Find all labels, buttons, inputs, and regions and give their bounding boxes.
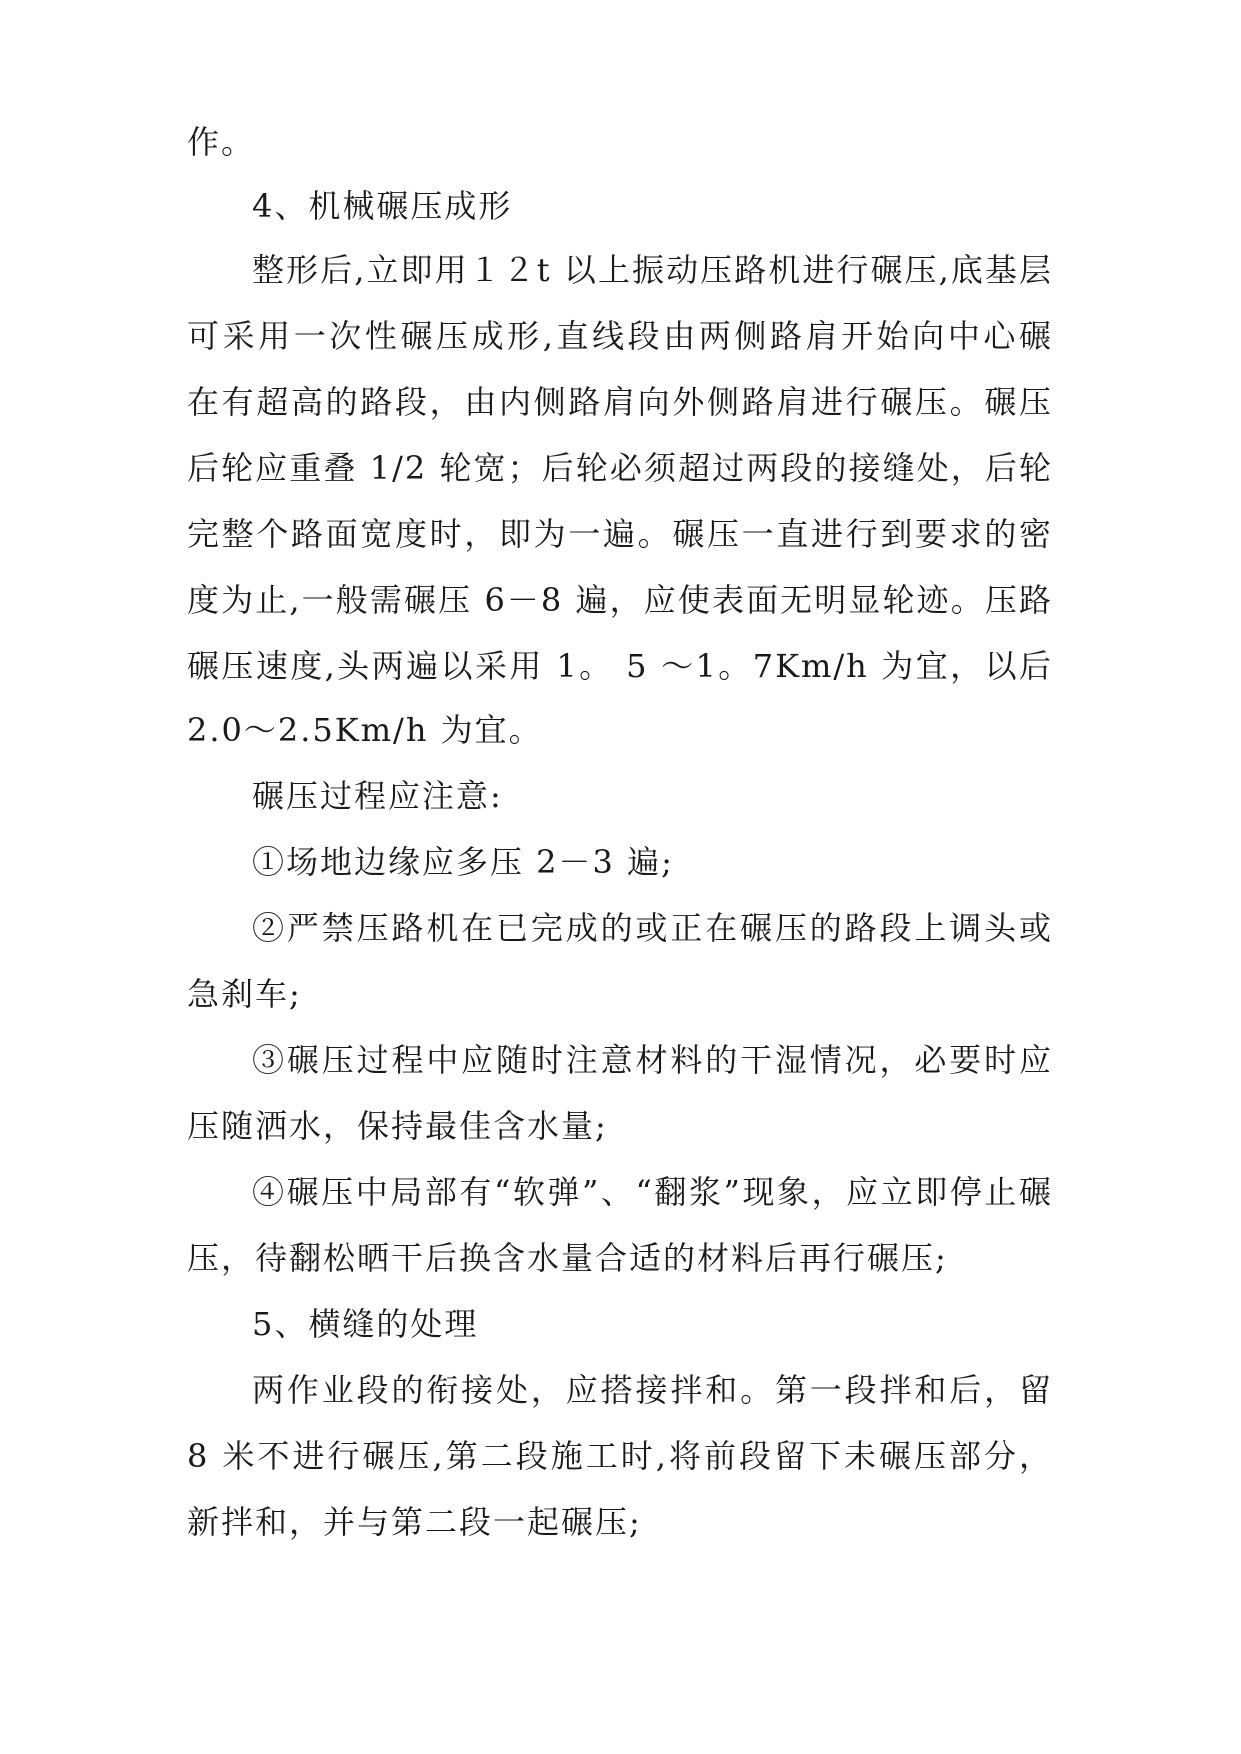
text-line-3: 整形后,立即用１２t 以上振动压路机进行碾压,底基层 <box>252 251 1053 289</box>
section-heading-5: 5、横缝的处理 <box>252 1305 479 1343</box>
text-line-8: 度为止,一般需碾压 6－8 遍，应使表面无明显轮迹。压路 <box>187 581 1053 619</box>
text-line-4: 可采用一次性碾压成形,直线段由两侧路肩开始向中心碾 <box>187 317 1053 355</box>
text-line-5: 在有超高的路段，由内侧路肩向外侧路肩进行碾压。碾压 <box>187 383 1053 421</box>
list-item-3: ③碾压过程中应随时注意材料的干湿情况，必要时应 <box>252 1041 1053 1079</box>
list-item-4: ④碾压中局部有“软弹”、“翻浆”现象，应立即停止碾 <box>252 1173 1053 1211</box>
text-line-20: 两作业段的衔接处，应搭接拌和。第一段拌和后，留 <box>252 1371 1053 1409</box>
text-line-6: 后轮应重叠 1/2 轮宽；后轮必须超过两段的接缝处，后轮 <box>187 449 1053 487</box>
text-line-11: 碾压过程应注意: <box>252 777 503 815</box>
text-line-10: 2.0～2.5Km/h 为宜。 <box>187 711 543 749</box>
list-item-2-cont: 急刹车; <box>187 975 302 1013</box>
text-line-7: 完整个路面宽度时，即为一遍。碾压一直进行到要求的密 <box>187 515 1053 553</box>
list-item-1: ①场地边缘应多压 2－3 遍; <box>252 843 674 881</box>
list-item-3-cont: 压随洒水，保持最佳含水量; <box>187 1107 608 1145</box>
list-item-4-cont: 压，待翻松晒干后换含水量合适的材料后再行碾压; <box>187 1239 948 1277</box>
section-heading-4: 4、机械碾压成形 <box>252 187 513 225</box>
text-line-21: 8 米不进行碾压,第二段施工时,将前段留下未碾压部分， <box>187 1437 1053 1475</box>
text-line-22: 新拌和，并与第二段一起碾压; <box>187 1503 642 1541</box>
list-item-2: ②严禁压路机在已完成的或正在碾压的路段上调头或 <box>252 909 1053 947</box>
text-line-1: 作。 <box>187 123 256 161</box>
text-line-9: 碾压速度,头两遍以采用 1。 5 ～1。7Km/h 为宜，以后 <box>187 647 1053 685</box>
